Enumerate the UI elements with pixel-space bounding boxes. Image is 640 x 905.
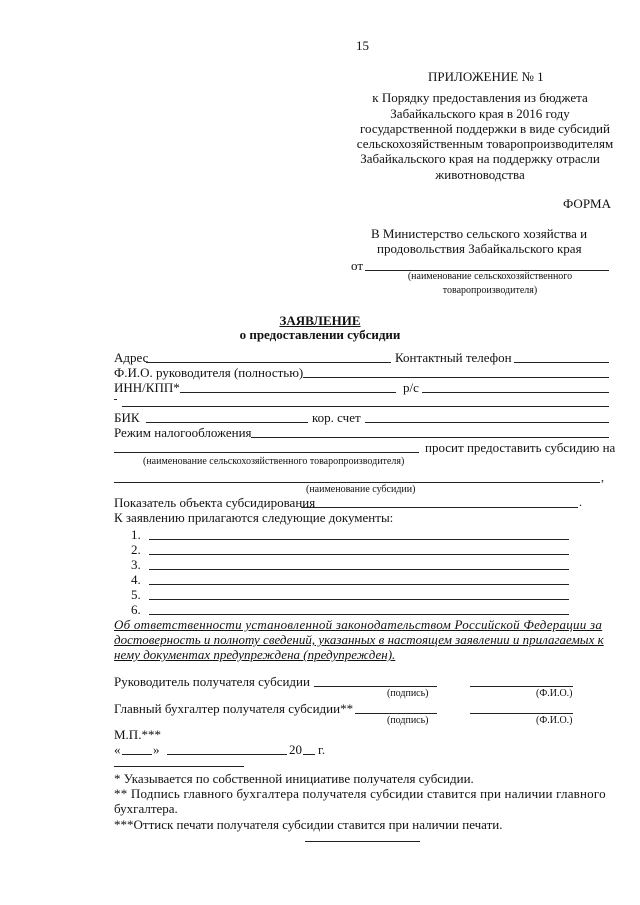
date-year-field[interactable]	[303, 754, 315, 755]
date-year-prefix: 20	[289, 742, 302, 757]
document-title: ЗАЯВЛЕНИЕ	[279, 313, 361, 328]
date-quote-open: «	[114, 742, 121, 757]
document-line-4[interactable]	[149, 584, 569, 585]
from-label: от	[351, 258, 364, 273]
docs-intro: К заявлению прилагаются следующие документы:	[114, 510, 394, 525]
account-continuation-field[interactable]	[122, 406, 609, 407]
appendix-line: сельскохозяйственным товаропроизводителям	[356, 136, 614, 151]
appendix-title: ПРИЛОЖЕНИЕ № 1	[428, 69, 544, 84]
producer-name-field[interactable]	[114, 452, 419, 453]
fio-hint: (Ф.И.О.)	[536, 688, 573, 699]
tax-label: Режим налогообложения	[114, 425, 252, 440]
document-line-2[interactable]	[149, 554, 569, 555]
appendix-line: к Порядку предоставления из бюджета	[372, 90, 588, 105]
head-name-label: Ф.И.О. руководителя (полностью)	[114, 365, 304, 380]
indicator-field[interactable]	[301, 507, 578, 508]
doc-number: 2.	[131, 542, 141, 557]
bik-label: БИК	[114, 410, 140, 425]
document-line-6[interactable]	[149, 614, 569, 615]
page-number: 15	[356, 38, 369, 53]
continuation-mark	[114, 399, 117, 400]
inn-label: ИНН/КПП*	[114, 380, 180, 395]
head-fio-field[interactable]	[470, 686, 573, 687]
appendix-line: Забайкальского края на поддержку отрасли	[360, 151, 600, 166]
footnote: бухгалтера.	[114, 801, 178, 816]
form-label: ФОРМА	[563, 196, 611, 211]
responsibility-text: достоверность и полноту сведений, указанных в настоящем заявлении и прилагаемых к	[114, 632, 604, 647]
date-quote-close: »	[153, 742, 160, 757]
bik-field[interactable]	[146, 422, 308, 423]
from-hint: (наименование сельскохозяйственного	[407, 271, 573, 282]
tax-field[interactable]	[251, 437, 609, 438]
subsidy-comma: ,	[601, 470, 604, 484]
footnote: ** Подпись главного бухгалтера получателя субсидии ставится при наличии главного	[114, 786, 606, 801]
head-signature-field[interactable]	[314, 686, 437, 687]
doc-number: 3.	[131, 557, 141, 572]
subsidy-hint: (наименование субсидии)	[306, 484, 416, 495]
sign-hint: (подпись)	[387, 688, 429, 699]
phone-field[interactable]	[514, 362, 609, 363]
date-day-field[interactable]	[122, 754, 152, 755]
accountant-signature-field[interactable]	[355, 713, 437, 714]
accountant-fio-field[interactable]	[470, 713, 573, 714]
corr-label: кор. счет	[312, 410, 361, 425]
footnote-separator	[114, 766, 244, 767]
recipient-line: продовольствия Забайкальского края	[377, 241, 582, 256]
appendix-line: государственной поддержки в виде субсидий	[360, 121, 610, 136]
request-hint: (наименование сельскохозяйственного товаропроизводителя)	[143, 456, 405, 467]
account-field[interactable]	[422, 392, 609, 393]
phone-label: Контактный телефон	[395, 350, 512, 365]
doc-number: 6.	[131, 602, 141, 617]
accountant-signature-label: Главный бухгалтер получателя субсидии**	[114, 701, 354, 716]
head-name-field[interactable]	[303, 377, 609, 378]
date-month-field[interactable]	[167, 754, 287, 755]
account-label: р/с	[403, 380, 419, 395]
subsidy-name-field[interactable]	[114, 482, 600, 483]
from-hint: товаропроизводителя)	[442, 285, 538, 296]
document-line-5[interactable]	[149, 599, 569, 600]
doc-number: 4.	[131, 572, 141, 587]
address-field[interactable]	[146, 362, 391, 363]
doc-number: 1.	[131, 527, 141, 542]
request-label: просит предоставить субсидию на	[425, 440, 616, 455]
indicator-label: Показатель объекта субсидирования	[114, 495, 316, 510]
corr-field[interactable]	[365, 422, 609, 423]
indicator-period: .	[579, 495, 582, 509]
stamp-label: М.П.***	[114, 727, 161, 742]
document-line-1[interactable]	[149, 539, 569, 540]
sign-hint: (подпись)	[387, 715, 429, 726]
address-label: Адрес	[114, 350, 149, 365]
document-subtitle: о предоставлении субсидии	[239, 327, 401, 342]
fio-hint: (Ф.И.О.)	[536, 715, 573, 726]
responsibility-text: Об ответственности установленной законодательством Российской Федерации за	[114, 617, 603, 632]
responsibility-text: нему документах предупреждена (предупрежден).	[114, 647, 396, 662]
footnote: ***Оттиск печати получателя субсидии ставится при наличии печати.	[114, 817, 503, 832]
doc-number: 5.	[131, 587, 141, 602]
head-signature-label: Руководитель получателя субсидии	[114, 674, 310, 689]
date-year-suffix: г.	[318, 742, 326, 757]
inn-field[interactable]	[180, 392, 396, 393]
appendix-line: Забайкальского края в 2016 году	[390, 106, 570, 121]
recipient-line: В Министерство сельского хозяйства и	[371, 226, 588, 241]
end-separator	[305, 841, 420, 842]
document-line-3[interactable]	[149, 569, 569, 570]
appendix-line: животноводства	[435, 167, 525, 182]
footnote: * Указывается по собственной инициативе получателя субсидии.	[114, 771, 474, 786]
